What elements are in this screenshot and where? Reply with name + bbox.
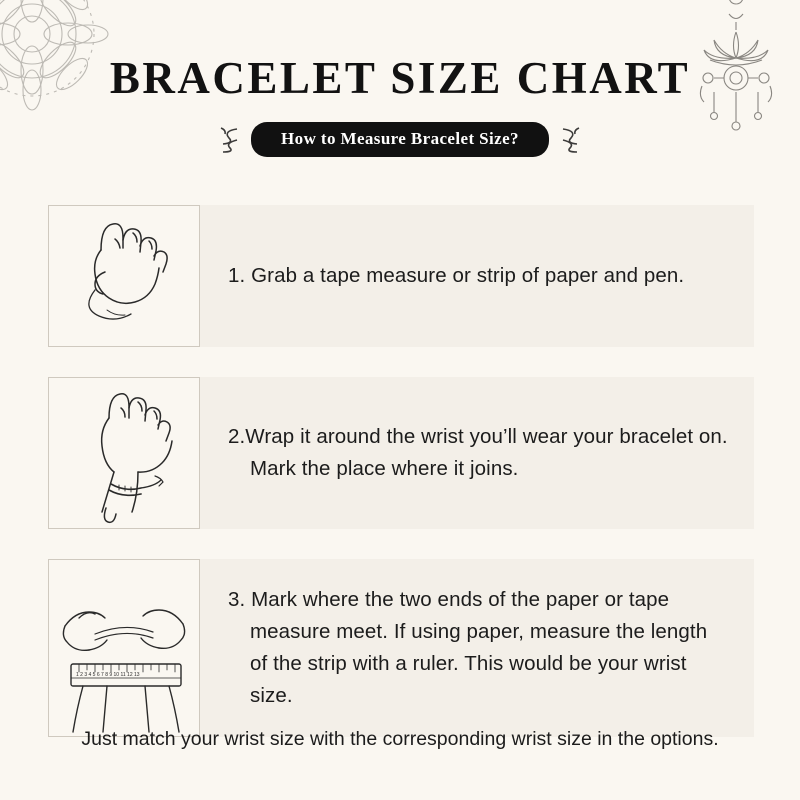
subtitle-row xyxy=(0,122,800,157)
list-item xyxy=(48,377,754,529)
step-3-text: 3. Mark where the two ends of the paper or tape measure meet. If using paper, measure the length of the strip with a ruler. This would be your wrist size. xyxy=(228,588,708,707)
step-1-text: 1. Grab a tape measure or strip of paper and pen. xyxy=(228,264,685,288)
leaf-flourish-icon xyxy=(559,125,585,155)
footer-note: Just match your wrist size with the corresponding wrist size in the options. xyxy=(81,728,719,750)
hand-holding-tape-measure-illustration xyxy=(48,205,200,347)
steps-list xyxy=(48,205,754,767)
step-text xyxy=(200,559,754,737)
measuring-strip-with-ruler-illustration xyxy=(48,559,200,737)
page-title: BRACELET SIZE CHART xyxy=(109,53,691,103)
step-2-text: 2.Wrap it around the wrist you’ll wear your bracelet on. Mark the place where it joins. xyxy=(228,425,728,480)
leaf-flourish-icon xyxy=(215,125,241,155)
svg-text:1 2 3 4 5 6 7 8 9 10 11 12 13: 1 2 3 4 5 6 7 8 9 10 11 12 13 xyxy=(76,672,140,678)
step-text xyxy=(200,205,754,347)
list-item xyxy=(48,205,754,347)
list-item xyxy=(48,559,754,737)
tape-measure-wrapped-around-wrist-illustration xyxy=(48,377,200,529)
subtitle-pill: How to Measure Bracelet Size? xyxy=(251,122,549,157)
step-text xyxy=(200,377,754,529)
